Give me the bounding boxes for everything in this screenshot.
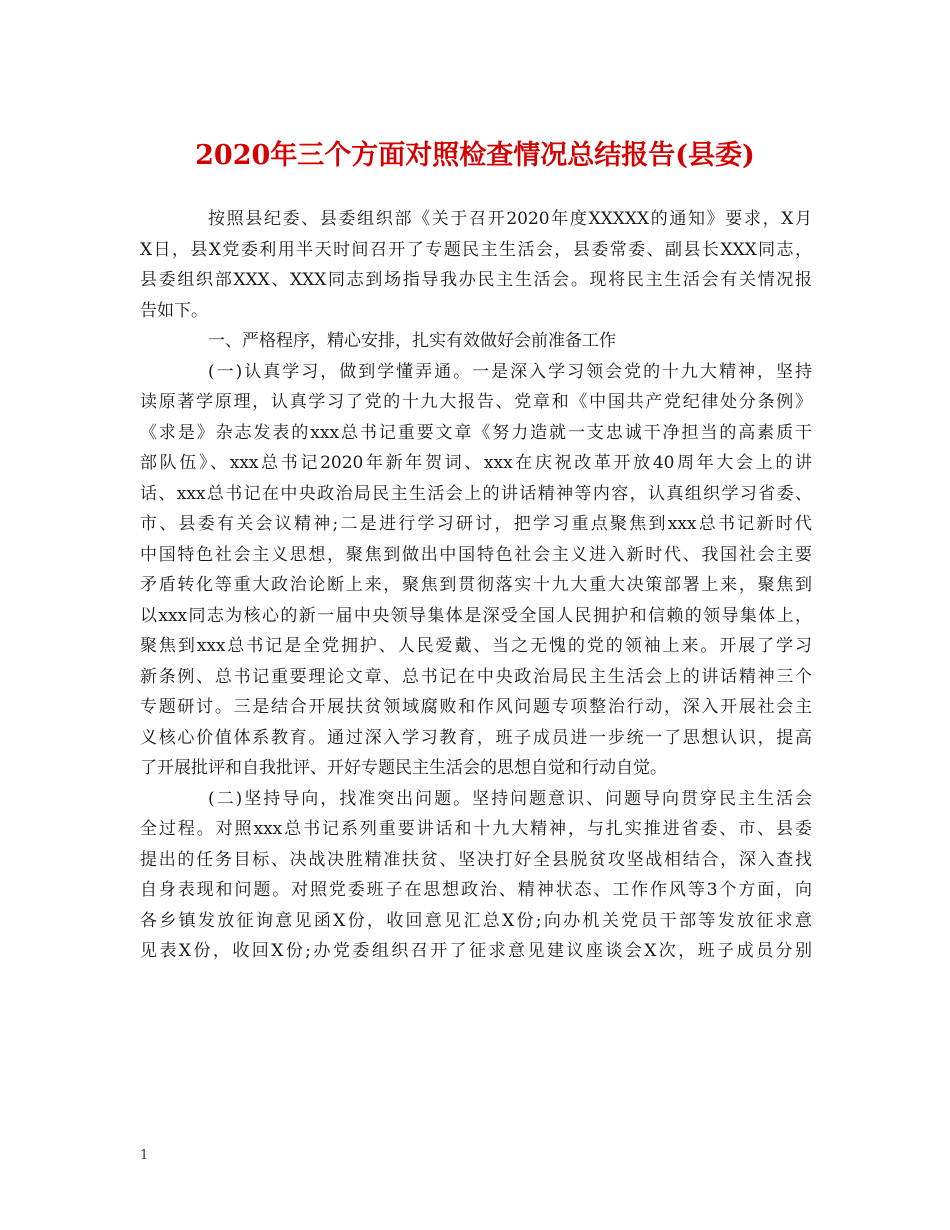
body-line: 话、xxx总书记在中央政治局民主生活会上的讲话精神等内容，认真组织学习省委、 (140, 483, 812, 504)
body-line: (二)坚持导向，找准突出问题。坚持问题意识、问题导向贯穿民主生活会 (208, 788, 812, 809)
document-body (140, 204, 812, 967)
body-line: 告如下。 (140, 300, 208, 321)
body-line: 各乡镇发放征询意见函X份，收回意见汇总X份;向办机关党员干部等发放征求意 (140, 910, 812, 931)
body-line: 自身表现和问题。对照党委班子在思想政治、精神状态、工作作风等3个方面，向 (140, 880, 812, 900)
body-line: 新条例、总书记重要理论文章、总书记在中央政治局民主生活会上的讲话精神三个 (140, 666, 812, 687)
body-line: (一)认真学习，做到学懂弄通。一是深入学习领会党的十九大精神，坚持 (208, 361, 812, 382)
body-line: 中国特色社会主义思想，聚焦到做出中国特色社会主义进入新时代、我国社会主要 (140, 544, 812, 565)
page-number: 1 (140, 1148, 149, 1163)
body-line: 《求是》杂志发表的xxx总书记重要文章《努力造就一支忠诚干净担当的高素质干 (140, 422, 812, 443)
body-line: 义核心价值体系教育。通过深入学习教育，班子成员进一步统一了思想认识，提高 (140, 727, 812, 748)
body-line: 了开展批评和自我批评、开好专题民主生活会的思想自觉和行动自觉。 (140, 758, 667, 778)
body-line: X日，县X党委利用半天时间召开了专题民主生活会，县委常委、副县长XXX同志， (140, 239, 812, 260)
body-line: 全过程。对照xxx总书记系列重要讲话和十九大精神，与扎实推进省委、市、县委 (140, 819, 812, 839)
body-line: 聚焦到xxx总书记是全党拥护、人民爱戴、当之无愧的党的领袖上来。开展了学习 (140, 636, 812, 656)
body-line: 读原著学原理，认真学习了党的十九大报告、党章和《中国共产党纪律处分条例》 (140, 392, 812, 412)
body-line: 提出的任务目标、决战决胜精准扶贫、坚决打好全县脱贫攻坚战相结合，深入查找 (140, 849, 812, 870)
body-line: 部队伍》、xxx总书记2020年新年贺词、xxx在庆祝改革开放40周年大会上的讲 (140, 453, 812, 473)
body-line: 市、县委有关会议精神;二是进行学习研讨，把学习重点聚焦到xxx总书记新时代 (140, 514, 812, 534)
body-line: 按照县纪委、县委组织部《关于召开2020年度XXXXX的通知》要求，X月 (208, 209, 812, 229)
body-line: 县委组织部XXX、XXX同志到场指导我办民主生活会。现将民主生活会有关情况报 (140, 270, 812, 290)
body-line: 以xxx同志为核心的新一届中央领导集体是深受全国人民拥护和信赖的领导集体上， (140, 605, 812, 626)
body-line: 见表X份，收回X份;办党委组织召开了征求意见建议座谈会X次，班子成员分别 (140, 941, 812, 961)
document-title: 2020年三个方面对照检查情况总结报告(县委) (195, 140, 755, 171)
body-line: 矛盾转化等重大政治论断上来，聚焦到贯彻落实十九大重大决策部署上来，聚焦到 (140, 575, 812, 595)
section-heading: 一、严格程序，精心安排，扎实有效做好会前准备工作 (208, 331, 616, 351)
body-line: 专题研讨。三是结合开展扶贫领域腐败和作风问题专项整治行动，深入开展社会主 (140, 697, 812, 717)
